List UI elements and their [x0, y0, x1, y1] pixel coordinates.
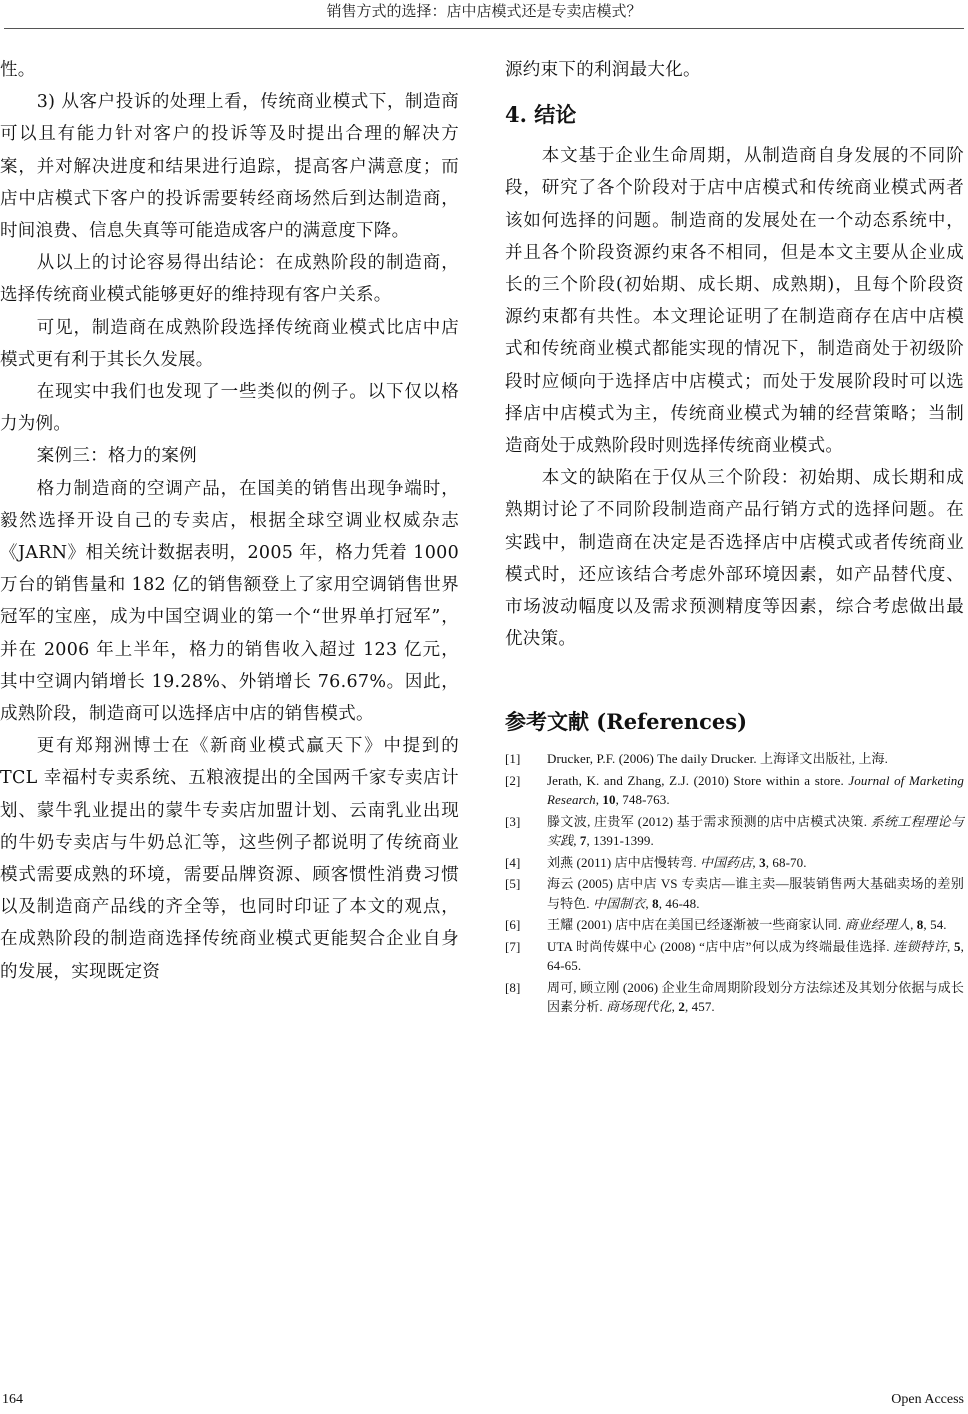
paragraph-more-examples: 更有郑翔洲博士在《新商业模式赢天下》中提到的 TCL 幸福村专卖系统、五粮液提出的全国两千家专卖店计划、蒙牛乳业提出的蒙牛专卖店加盟计划、云南乳业出现的牛奶专卖店与牛奶总汇等，这些例子都说明了传统商业模式需要成熟的环境，需要品牌资源、顾客惯性消费习惯以及制造商产品线的齐全等，也同时印证了本文的观点，在成熟阶段的制造商选择传统商业模式更能契合企业自身的发展，实现既定资 — [0, 736, 459, 982]
right-column — [505, 54, 964, 1019]
reference-text: 刘燕 (2011) 店中店慢转弯. — [547, 854, 700, 870]
section-title-conclusion: 4. 结论 — [505, 102, 577, 128]
reference-item — [505, 749, 964, 769]
reference-item: [4] 刘燕 (2011) 店中店慢转弯. 中国药店, 3, 68-70. — [505, 853, 964, 873]
reference-pages: , 46-48. — [658, 895, 700, 911]
reference-number: [4] — [505, 854, 521, 870]
reference-item: [2] Jerath, K. and Zhang, Z.J. (2010) Store within a store. Journal of Marketing Research, 10, 748-763. — [505, 772, 964, 808]
paragraph-continuation-right: 源约束下的利润最大化。 — [505, 60, 701, 80]
reference-text: 海云 (2005) 店中店 VS 专卖店—谁主卖—服装销售两大基础卖场的差别与特色. — [547, 876, 964, 911]
paragraph-long-term: 可见，制造商在成熟阶段选择传统商业模式比店中店模式更有利于其长久发展。 — [0, 317, 459, 370]
paragraph-examples-intro: 在现实中我们也发现了一些类似的例子。以下仅以格力为例。 — [0, 382, 459, 435]
references-title: 参考文献 (References) — [505, 709, 748, 735]
paragraph-complaint-handling: 3) 从客户投诉的处理上看，传统商业模式下，制造商可以且有能力针对客户的投诉等及时提出合理的解决方案，并对解决进度和结果进行追踪，提高客户满意度；而店中店模式下客户的投诉需要转经商场然后到达制造商，时间浪费、信息失真等可能造成客户的满意度下降。 — [0, 92, 459, 242]
reference-number: [6] — [505, 917, 521, 933]
reference-number: [3] — [505, 813, 521, 829]
reference-pages: , 54. — [923, 917, 947, 933]
paragraph-conclusion-1: 本文基于企业生命周期，从制造商自身发展的不同阶段，研究了各个阶段对于店中店模式和传统商业模式两者该如何选择的问题。制造商的发展处在一个动态系统中，并且各个阶段资源约束各不相同，但是本文主要从企业成长的三个阶段(初始期、成长期、成熟期)，且每个阶段资源约束都有共性。本文理论证明了在制造商存在店中店模式和传统商业模式都能实现的情况下，制造商处于初级阶段时应倾向于选择店中店模式；而处于发展阶段时可以选择店中店模式为主，传统商业模式为辅的经营策略；当制造商处于成熟阶段时则选择传统商业模式。 — [505, 146, 964, 457]
left-column — [0, 54, 459, 988]
reference-journal: 连锁特许 — [893, 938, 947, 954]
reference-text: Jerath, K. and Zhang, Z.J. (2010) Store within a store. — [547, 772, 849, 788]
reference-pages: , 457. — [684, 999, 715, 1015]
paragraph-case-title: 案例三：格力的案例 — [36, 446, 197, 467]
reference-journal: 商场现代化 — [606, 999, 672, 1015]
reference-text: 滕文波, 庄贵军 (2012) 基于需求预测的店中店模式决策. — [547, 813, 871, 829]
reference-number: [8] — [505, 979, 521, 995]
reference-item: [3] 滕文波, 庄贵军 (2012) 基于需求预测的店中店模式决策. 系统工程理论与实践, 7, 1391-1399. — [505, 813, 965, 849]
paragraph-gree-case: 格力制造商的空调产品，在国美的销售出现争端时，毅然选择开设自己的专卖店，根据全球空调业权威杂志《JARN》相关统计数据表明，2005 年，格力凭着 1000 万台的销售量和 182 亿的销售额登上了家用空调销售世界冠军的宝座，成为中国空调业的第一个“世界单打冠军”，并在 2006 年上半年，格力的销售收入超过 123 亿元，其中空调内销增长 19.28%、外销增长 76.67%。因此，成熟阶段，制造商可以选择店中店的销售模式。 — [0, 478, 459, 725]
reference-item: [8] 周可, 顾立刚 (2006) 企业生命周期阶段划分方法综述及其划分依据与成长因素分析. 商场现代化, 2, 457. — [505, 979, 964, 1015]
running-header: 销售方式的选择：店中店模式还是专卖店模式？ — [326, 2, 642, 20]
reference-number: [1] — [505, 751, 521, 767]
reference-pages: , 68-70. — [765, 854, 807, 870]
paragraph-conclusion-2: 本文的缺陷在于仅从三个阶段：初始期、成长期和成熟期讨论了不同阶段制造商产品行销方式的选择问题。在实践中，制造商在决定是否选择店中店模式或者传统商业模式时，还应该结合考虑外部环境因素，如产品替代度、市场波动幅度以及需求预测精度等因素，综合考虑做出最优决策。 — [505, 468, 964, 650]
reference-journal: 中国药店 — [699, 854, 753, 870]
reference-number: [2] — [505, 772, 521, 788]
page-number: 164 — [2, 1392, 23, 1407]
reference-list — [505, 749, 964, 1017]
reference-number: [5] — [505, 876, 521, 892]
reference-journal: 系统工程理论与实践 — [547, 813, 965, 849]
reference-text: 王耀 (2001) 店中店在美国已经逐渐被一些商家认同. — [547, 917, 845, 933]
reference-journal: 商业经理人 — [844, 917, 911, 933]
reference-pages: , 1391-1399. — [586, 833, 654, 849]
reference-text: 周可, 顾立刚 (2006) 企业生命周期阶段划分方法综述及其划分依据与成长因素分析. — [547, 979, 964, 1015]
reference-text: UTA 时尚传媒中心 (2008) “店中店”何以成为终端最佳选择. — [547, 938, 894, 954]
reference-volume: 8 — [916, 917, 924, 933]
reference-item: [5] 海云 (2005) 店中店 VS 专卖店—谁主卖—服装销售两大基础卖场的差别与特色. 中国制衣, 8, 46-48. — [505, 876, 964, 911]
reference-item: [6] 王耀 (2001) 店中店在美国已经逐渐被一些商家认同. 商业经理人, 8, 54. — [505, 915, 964, 935]
reference-journal: 中国制衣 — [593, 895, 646, 911]
reference-text: Drucker, P.F. (2006) The daily Drucker. 上海译文出版社, 上海. — [547, 751, 888, 767]
reference-volume: 10 — [602, 792, 616, 808]
reference-volume: 5 — [954, 938, 961, 954]
reference-pages: , 748-763. — [615, 792, 670, 808]
reference-volume: 8 — [652, 895, 659, 911]
header-rule — [4, 28, 964, 29]
reference-pages: , 64-65. — [547, 938, 964, 974]
paragraph-continuation: 性。 — [0, 60, 36, 80]
reference-number: [7] — [505, 938, 521, 954]
paragraph-conclusion-mature: 从以上的讨论容易得出结论：在成熟阶段的制造商，选择传统商业模式能够更好的维持现有客户关系。 — [0, 253, 459, 306]
reference-volume: 2 — [678, 999, 685, 1015]
reference-journal: Journal of Marketing Research — [547, 772, 964, 808]
reference-item: [7] UTA 时尚传媒中心 (2008) “店中店”何以成为终端最佳选择. 连锁特许, 5, 64-65. — [505, 938, 964, 974]
open-access-label: Open Access — [891, 1392, 964, 1407]
reference-volume: 7 — [579, 833, 587, 849]
reference-volume: 3 — [759, 854, 766, 870]
